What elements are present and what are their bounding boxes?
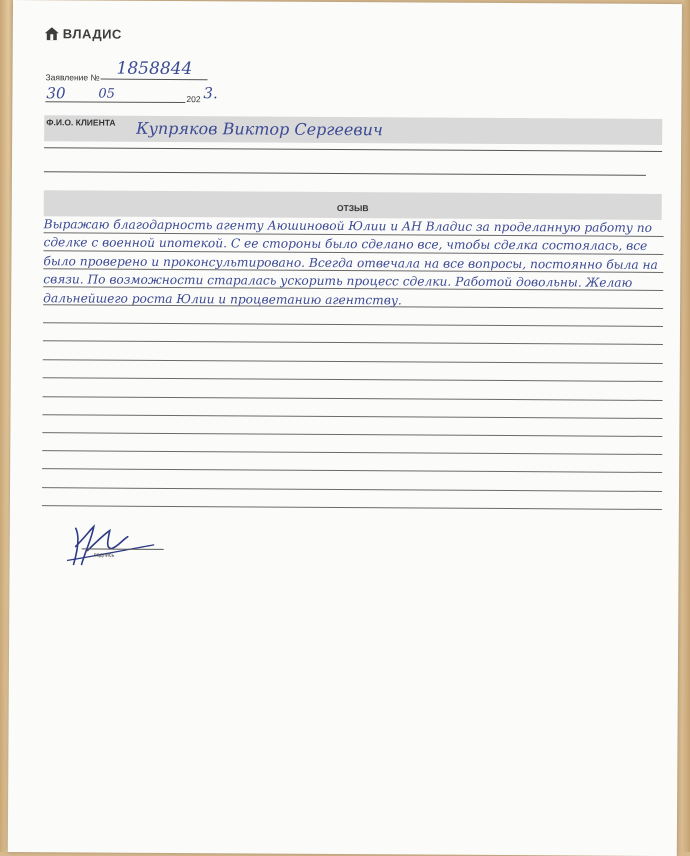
house-icon (45, 27, 59, 40)
review-line-7 (43, 340, 663, 345)
review-line-16 (42, 505, 662, 510)
application-number-label: Заявление № (45, 72, 100, 83)
client-line-2 (44, 171, 646, 176)
date-line (45, 101, 185, 103)
review-form-sheet (8, 0, 682, 856)
review-line-13 (42, 450, 662, 455)
date-year-suffix: 3. (203, 84, 218, 103)
vladis-logo (45, 26, 122, 41)
review-line-15 (42, 487, 662, 492)
review-line-9 (43, 377, 663, 382)
application-number: 1858844 (116, 58, 193, 80)
review-text: Выражаю благодарность агенту Аюшиновой Юлии и АН Владис за проделанную работу по сделке с военной ипотекой. С ее стороны было сделано все, чтобы сделка состоялась, все было проверено и проконсультировано. Всегда отвечала на все вопросы, постоянно была на связи. По возможности старалась ускорить процесс сделки. Работой довольны. Желаю дальнейшего роста Юлии и процветанию агентству. (43, 217, 658, 308)
client-line-1 (44, 147, 662, 152)
review-line-6 (43, 322, 663, 327)
review-line-8 (43, 359, 663, 364)
review-line-14 (42, 468, 662, 473)
review-line-11 (42, 414, 662, 419)
application-number-line (101, 79, 208, 81)
date-month: 05 (98, 86, 116, 102)
review-line-12 (42, 432, 662, 437)
signature-caption: подпись (93, 552, 115, 559)
client-name: Купряков Виктор Сергеевич (136, 118, 383, 140)
wood-background-right (682, 0, 690, 852)
review-line-10 (43, 396, 663, 401)
brand-name: ВЛАДИС (62, 26, 122, 42)
date-day: 30 (46, 84, 66, 103)
review-title: ОТЗЫВ (336, 202, 369, 214)
client-name-label: Ф.И.О. КЛИЕНТА (46, 117, 116, 128)
date-year-prefix: 202 (186, 94, 201, 105)
handwritten-signature (62, 520, 172, 571)
